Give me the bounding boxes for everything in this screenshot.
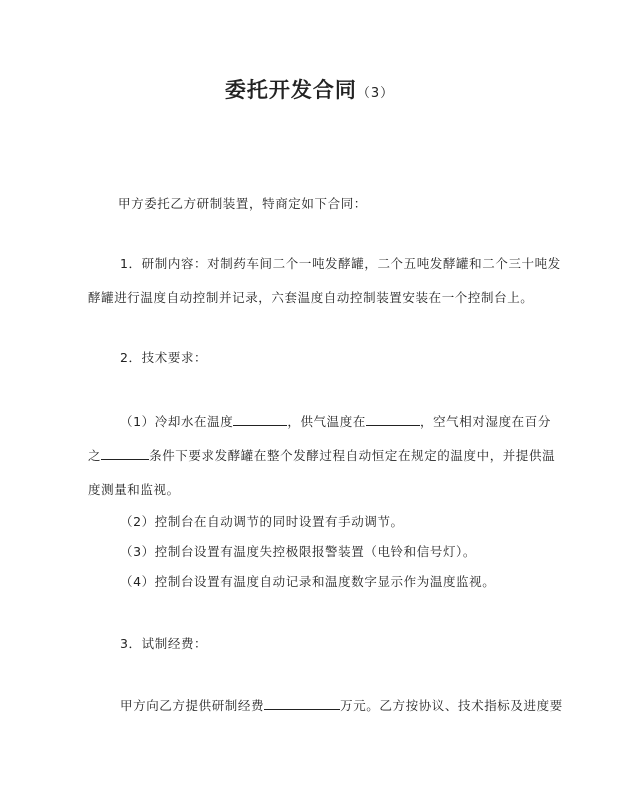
title-text: 委托开发合同 xyxy=(224,78,357,102)
section-1-line-1: 1．研制内容：对制药车间二个一吨发酵罐，二个五吨发酵罐和二个三十吨发 xyxy=(120,256,561,271)
r1-text-a: （1）冷却水在温度 xyxy=(120,414,234,429)
requirement-3: （3）控制台设置有温度失控极限报警装置（电铃和信号灯）。 xyxy=(120,544,477,559)
requirement-2: （2）控制台在自动调节的同时设置有手动调节。 xyxy=(120,514,404,529)
s3-text-b: 万元。乙方按协议、技术指标及进度要 xyxy=(340,698,563,713)
r1-text-b: ，供气温度在 xyxy=(287,414,366,429)
blank-air-supply-temp[interactable] xyxy=(366,412,420,426)
intro-paragraph: 甲方委托乙方研制装置，特商定如下合同： xyxy=(118,196,367,211)
r1-text-d: 之 xyxy=(88,448,102,463)
document-title xyxy=(0,74,619,104)
requirement-4: （4）控制台设置有温度自动记录和温度数字显示作为温度监视。 xyxy=(120,574,496,589)
section-1-line-2: 酵罐进行温度自动控制并记录，六套温度自动控制装置安装在一个控制台上。 xyxy=(88,290,534,305)
blank-cooling-water-temp[interactable] xyxy=(233,412,287,426)
s3-text-a: 甲方向乙方提供研制经费 xyxy=(120,698,265,713)
requirement-1-line-2 xyxy=(88,446,555,464)
section-2-heading: 2．技术要求： xyxy=(120,350,208,365)
section-3-heading: 3．试制经费： xyxy=(120,636,208,651)
r1-text-e: 条件下要求发酵罐在整个发酵过程自动恒定在规定的温度中，并提供温 xyxy=(149,448,556,463)
requirement-1-line-1 xyxy=(120,412,551,430)
blank-funding-amount[interactable] xyxy=(264,696,340,710)
requirement-1-line-3: 度测量和监视。 xyxy=(88,482,180,497)
r1-text-c: ，空气相对湿度在百分 xyxy=(419,414,551,429)
title-suffix: （3） xyxy=(356,86,395,101)
blank-humidity-percent[interactable] xyxy=(101,446,149,460)
section-3-line-1 xyxy=(120,696,563,714)
